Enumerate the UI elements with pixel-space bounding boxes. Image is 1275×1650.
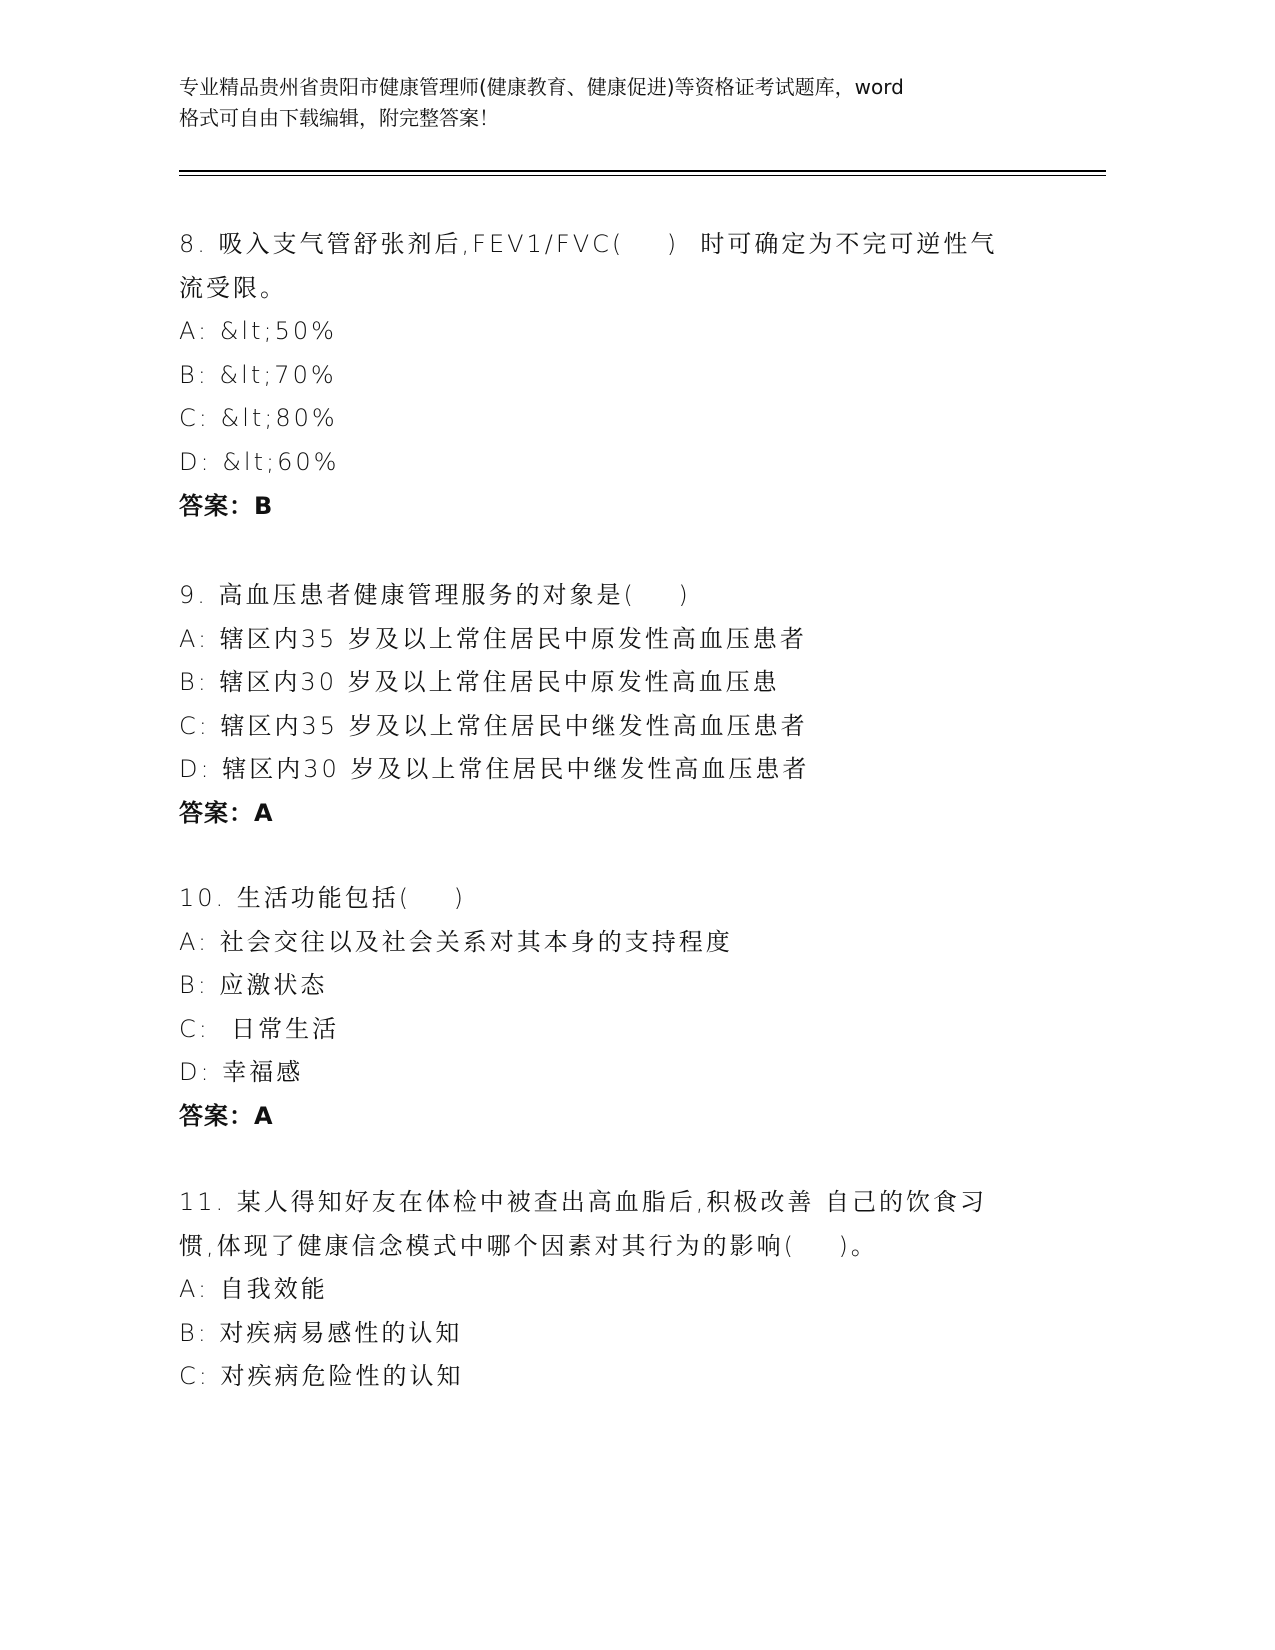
header-line-1: 专业精品贵州省贵阳市健康管理师(健康教育、健康促进)等资格证考试题库，word xyxy=(179,75,904,99)
question-8 xyxy=(179,223,1079,528)
question-stem: 9. 高血压患者健康管理服务的对象是( ) xyxy=(179,581,691,609)
option-a: A: 社会交往以及社会关系对其本身的支持程度 xyxy=(179,927,733,956)
question-stem: 流受限。 xyxy=(179,273,287,302)
option-d: D: 幸福感 xyxy=(179,1058,304,1087)
question-stem: 11. 某人得知好友在体检中被查出高血脂后,积极改善 自己的饮食习 xyxy=(179,1188,988,1216)
header-rule-top xyxy=(179,170,1106,172)
option-c: C: 辖区内35 岁及以上常住居民中继发性高血压患者 xyxy=(179,711,808,740)
option-b: B: 对疾病易感性的认知 xyxy=(179,1318,463,1347)
option-b: B: 应激状态 xyxy=(179,971,328,1000)
question-stem: 惯,体现了健康信念模式中哪个因素对其行为的影响( )。 xyxy=(179,1231,878,1260)
question-11 xyxy=(179,1181,1079,1399)
answer: 答案：A xyxy=(179,1101,274,1130)
option-a: A: 辖区内35 岁及以上常住居民中原发性高血压患者 xyxy=(179,624,807,653)
option-a: A: &lt;50% xyxy=(179,317,337,346)
option-c: C: 对疾病危险性的认知 xyxy=(179,1362,464,1391)
option-c: C: &lt;80% xyxy=(179,404,338,433)
answer: 答案：B xyxy=(179,491,274,520)
option-d: D: 辖区内30 岁及以上常住居民中继发性高血压患者 xyxy=(179,755,810,784)
option-c: C: 日常生活 xyxy=(179,1014,340,1043)
header-rule-bottom xyxy=(179,175,1106,176)
option-a: A: 自我效能 xyxy=(179,1275,328,1304)
option-b: B: &lt;70% xyxy=(179,360,337,389)
document-header xyxy=(179,72,1119,134)
option-d: D: &lt;60% xyxy=(179,447,340,476)
answer: 答案：A xyxy=(179,798,274,827)
question-stem: 10. 生活功能包括( ) xyxy=(179,884,467,912)
option-b: B: 辖区内30 岁及以上常住居民中原发性高血压患 xyxy=(179,668,780,697)
question-9 xyxy=(179,574,1079,836)
header-line-2: 格式可自由下载编辑，附完整答案！ xyxy=(179,106,499,130)
question-10 xyxy=(179,877,1079,1139)
question-stem: 8. 吸入支气管舒张剂后,FEV1/FVC( ) 时可确定为不完可逆性气 xyxy=(179,230,998,258)
